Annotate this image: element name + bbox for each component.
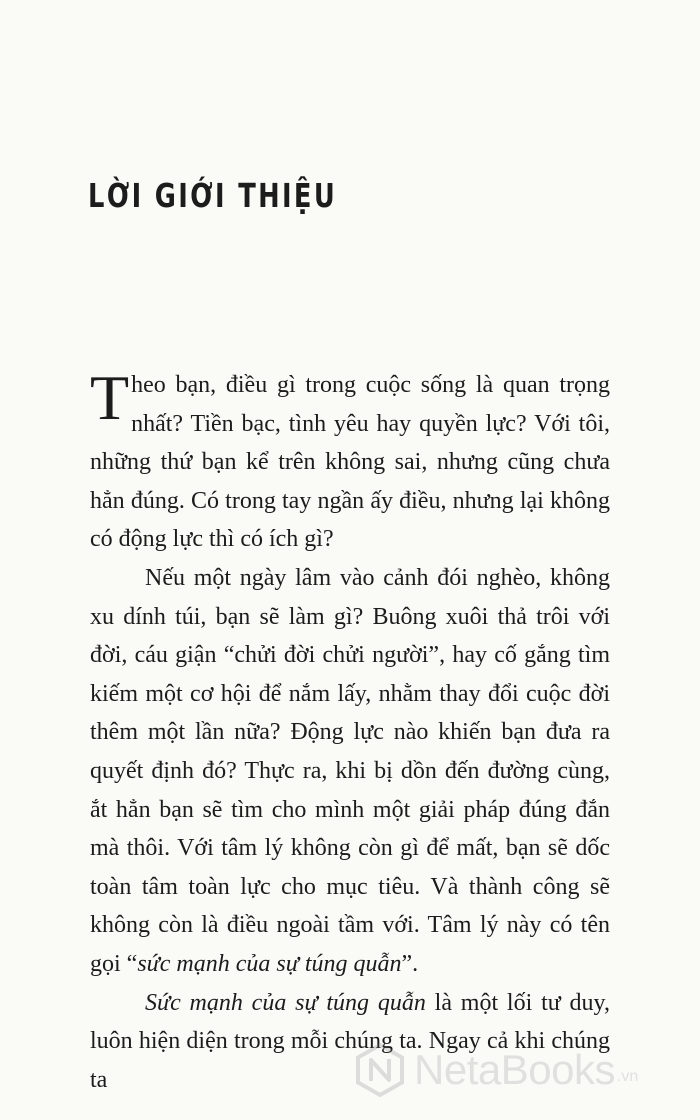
netabooks-logo-icon [352, 1042, 408, 1098]
paragraph-3-italic: Sức mạnh của sự túng quẫn [145, 989, 426, 1016]
paragraph-2-italic: sức mạnh của sự túng quẫn [137, 950, 402, 977]
watermark-brand: NetaBooks [414, 1046, 615, 1093]
paragraph-2-text: Nếu một ngày lâm vào cảnh đói nghèo, không xu dính túi, bạn sẽ làm gì? Buông xuôi thả trôi với đời, cáu giận “chửi đời chửi người”, hay cố gắng tìm kiếm một cơ hội để nắm lấy, nhằm thay đổi cuộc đời thêm một lần nữa? Động lực nào khiến bạn đưa ra quyết định đó? Thực ra, khi bị dồn đến đường cùng, ắt hẳn bạn sẽ tìm cho mình một giải pháp đúng đắn mà thôi. Với tâm lý không còn gì để mất, bạn sẽ dốc toàn tâm toàn lực cho mục tiêu. Và thành công sẽ không còn là điều ngoài tầm với. Tâm lý này có tên gọi “ [90, 564, 610, 977]
watermark [352, 1040, 638, 1100]
paragraph-1 [90, 362, 610, 559]
body-text [90, 362, 611, 1099]
paragraph-2-end: ”. [401, 950, 419, 977]
paragraph-2 [90, 559, 610, 984]
page-title: LỜI GIỚI THIỆU [88, 176, 338, 215]
paragraph-3-text: là một lối tư duy, luôn hiện diện trong mỗi chúng ta. Ngay cả khi chúng ta [90, 989, 611, 1093]
paragraph-1-text: heo bạn, điều gì trong cuộc sống là quan trọng nhất? Tiền bạc, tình yêu hay quyền lực? Với tôi, những thứ bạn kể trên không sai, nhưng cũng chưa hẳn đúng. Có trong tay ngần ấy điều, nhưng lại không có động lực thì có ích gì? [90, 372, 610, 553]
watermark-domain: .vn [616, 1068, 639, 1085]
drop-cap: T [90, 362, 130, 433]
